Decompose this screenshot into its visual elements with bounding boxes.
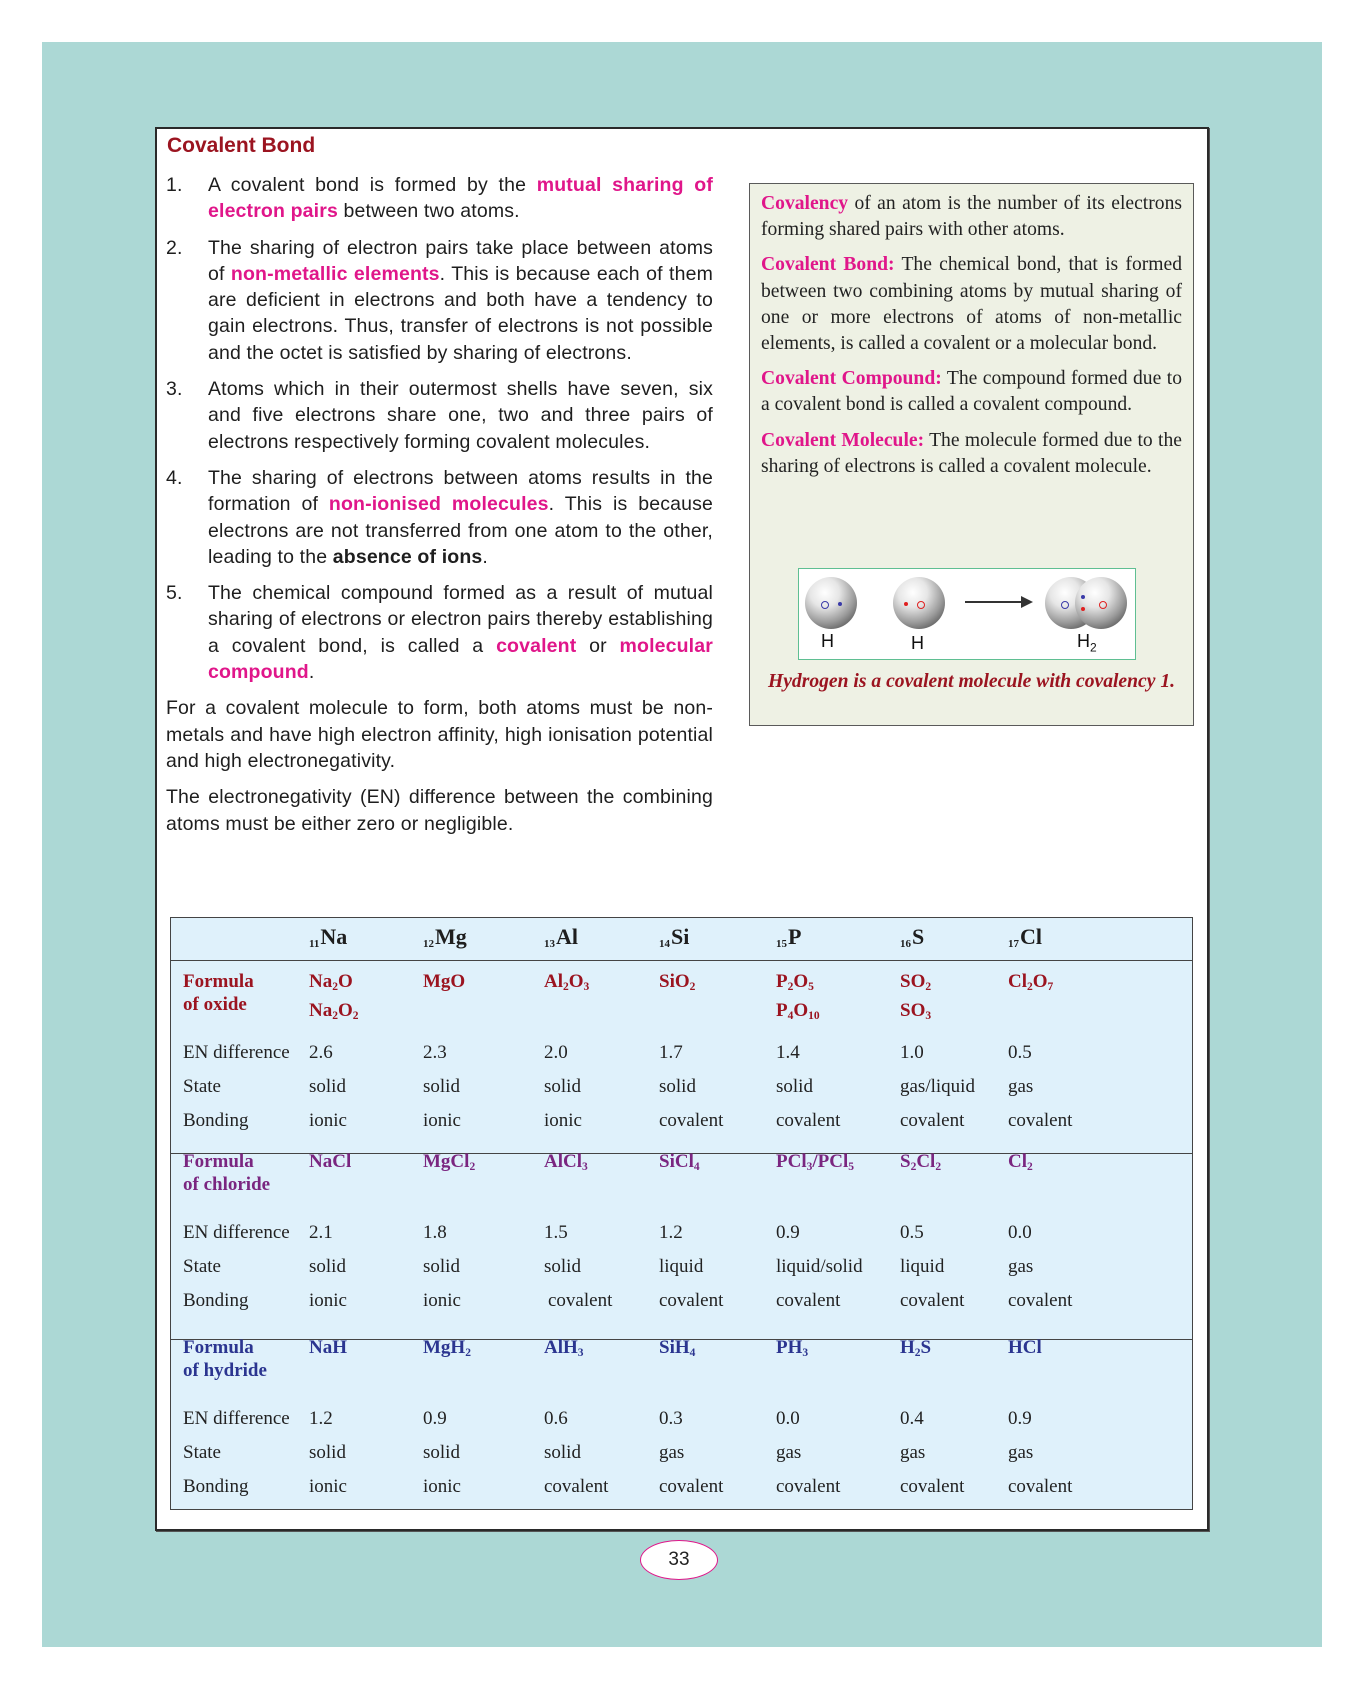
section-label-line1: Formula [183, 1151, 254, 1172]
paragraph: For a covalent molecule to form, both atoms must be non-metals and have high electron affinity, high ionisation potential and high electronegativity. [166, 697, 713, 772]
table-cell-state: solid [423, 1442, 460, 1463]
element-header [544, 924, 578, 950]
molecule-symbol: H [1077, 631, 1090, 651]
formula: $H_2S$ [900, 1337, 932, 1359]
formula: SiCl$_4$ [659, 1151, 700, 1173]
highlighted-term: mutual sharing of electron pairs [208, 174, 713, 223]
list-item [166, 235, 713, 366]
item-text: The chemical compound formed as a result of mutual sharing of electrons or electron pairs thereby establishing a covalent bond, is called a [208, 582, 713, 657]
table-cell-state: solid [659, 1076, 696, 1097]
table-cell-en: 0.9 [423, 1408, 447, 1429]
definition-term: Covalent Molecule: [761, 429, 925, 451]
definition-text: The chemical bond, that is formed between two combining atoms by mutual sharing of one or more electrons of atoms of non-metallic elements, is called a covalent or a molecular bond. [761, 254, 1183, 355]
table-cell-bonding: covalent [1008, 1476, 1073, 1497]
table-cell-en: 0.5 [900, 1222, 924, 1243]
table-cell-en: 2.1 [309, 1222, 333, 1243]
table-cell-en: 1.2 [309, 1408, 333, 1429]
table-cell-en: 0.9 [1008, 1408, 1032, 1429]
atomic-number: 13 [544, 938, 555, 950]
formula-cell [1008, 1336, 1042, 1359]
table-cell-en: 0.9 [776, 1222, 800, 1243]
row-label-bonding: Bonding [183, 1290, 249, 1311]
definitions-box [749, 183, 1194, 726]
table-cell-bonding: covalent [776, 1290, 841, 1311]
table-cell-bonding: covalent [900, 1476, 965, 1497]
highlighted-term: non-ionised molecules [328, 493, 549, 516]
row-label-en: EN difference [183, 1222, 290, 1243]
item-text: between two atoms. [337, 200, 520, 223]
table-cell-state: gas [776, 1442, 802, 1463]
element-symbol: Mg [435, 924, 467, 949]
electron-icon [1081, 595, 1085, 599]
table-cell-bonding: covalent [659, 1476, 724, 1497]
formula: NaCl [309, 1151, 352, 1172]
row-label-bonding: Bonding [183, 1476, 249, 1497]
formula: HCl [1008, 1337, 1042, 1358]
electron-icon [904, 602, 908, 606]
table-cell-state: liquid [659, 1256, 704, 1277]
table-cell-bonding: covalent [900, 1290, 965, 1311]
highlighted-term: non-metallic elements [230, 262, 440, 285]
atom-label-h1: H [821, 631, 834, 651]
formula-cell [776, 970, 820, 1028]
formula-cell [776, 1150, 854, 1179]
item-text: or [576, 634, 620, 657]
table-cell-bonding: covalent [548, 1290, 613, 1311]
atomic-number: 11 [309, 938, 320, 950]
molecule-subscript: 2 [1090, 640, 1097, 655]
table-cell-en: 0.0 [1008, 1222, 1032, 1243]
formula-cell [309, 1336, 347, 1359]
section-label-line2: of chloride [183, 1174, 271, 1195]
atomic-number: 14 [659, 938, 670, 950]
formula: MgO [423, 971, 466, 992]
highlighted-term: covalent [496, 634, 577, 657]
definition-text: of an atom is the number of its electrons forming shared pairs with other atoms. [761, 193, 1182, 241]
table-cell-en: 1.4 [776, 1042, 800, 1063]
table-cell-state: solid [544, 1442, 581, 1463]
formula-cell [544, 1336, 584, 1365]
atom-label-h2: H [911, 633, 924, 653]
table-cell-bonding: ionic [423, 1476, 461, 1497]
definition [761, 366, 1182, 418]
left-column [166, 172, 713, 847]
table-cell-bonding: covalent [776, 1476, 841, 1497]
element-header [1008, 924, 1042, 950]
definition-text: The molecule formed due to the sharing of electrons is called a covalent molecule. [761, 429, 1182, 477]
definition [761, 252, 1182, 357]
page-number: 33 [640, 1540, 718, 1580]
hydrogen-atom-icon [893, 577, 945, 629]
electron-icon [1081, 607, 1085, 611]
row-label-en: EN difference [183, 1408, 290, 1429]
formula: $S_2Cl_2$ [900, 1151, 942, 1173]
table-cell-bonding: covalent [659, 1110, 724, 1131]
item-number: 4. [166, 466, 183, 489]
element-symbol: Cl [1020, 924, 1042, 949]
formula-cell [900, 970, 931, 1028]
table-cell-bonding: ionic [309, 1110, 347, 1131]
atomic-number: 16 [900, 938, 911, 950]
table-cell-state: gas [659, 1442, 685, 1463]
item-text: The sharing of electrons between atoms results in the formation of [208, 466, 713, 516]
definition-text: The compound formed due to a covalent bond is called a covalent compound. [761, 368, 1182, 416]
formula: SiH$_4$ [659, 1337, 696, 1359]
formula-cell [423, 1336, 471, 1365]
table-cell-state: solid [309, 1256, 346, 1277]
table-cell-state: gas [900, 1442, 926, 1463]
definition-term: Covalency [761, 193, 849, 214]
formula: PCl$_3$/PCl$_5$ [776, 1151, 854, 1173]
atomic-number: 12 [423, 938, 434, 950]
item-text: . This is because each of them are deficient in electrons and both have a tendency to gain electrons. Thus, transfer of electrons is not possible and the octet is satisfied by sharing of electrons. [208, 262, 713, 364]
formula-cell [659, 970, 695, 999]
table-cell-en: 2.6 [309, 1042, 333, 1063]
formula-cell [423, 970, 465, 993]
formula-cell [423, 1150, 475, 1179]
formula: $Cl_2$ [1008, 1151, 1033, 1173]
formula: MgCl$_2$ [423, 1151, 476, 1173]
formula-cell [900, 1336, 931, 1365]
row-label-en: EN difference [183, 1042, 290, 1063]
definition-list [761, 191, 1182, 480]
table-cell-bonding: ionic [309, 1290, 347, 1311]
table-cell-en: 0.3 [659, 1408, 683, 1429]
element-symbol: Na [320, 924, 348, 949]
formula: AlH$_3$ [544, 1337, 584, 1359]
table-cell-state: solid [544, 1256, 581, 1277]
formula-cell [1008, 1150, 1033, 1179]
formula: $Na_2O$ [309, 971, 353, 993]
hydrogen-atom-icon [1075, 577, 1127, 629]
table-cell-state: solid [423, 1256, 460, 1277]
element-header [776, 924, 801, 950]
table-cell-bonding: ionic [309, 1476, 347, 1497]
table-cell-state: gas [1008, 1442, 1034, 1463]
table-cell-bonding: covalent [544, 1476, 609, 1497]
table-cell-state: gas/liquid [900, 1076, 975, 1097]
hydrogen-atom-icon [805, 577, 857, 629]
section-label-line1: Formula [183, 971, 254, 992]
formula: $PH_3$ [776, 1337, 809, 1359]
section-label-line2: of hydride [183, 1360, 267, 1381]
item-text: . This is because electrons are not transferred from one atom to the other, leading to the [208, 493, 713, 568]
table-cell-state: gas [1008, 1256, 1034, 1277]
element-symbol: S [912, 924, 925, 949]
table-cell-state: liquid [900, 1256, 945, 1277]
formula-cell [659, 1150, 700, 1179]
table-cell-bonding: covalent [1008, 1290, 1073, 1311]
element-header [309, 924, 347, 950]
paragraphs [166, 695, 713, 836]
atomic-number: 17 [1008, 938, 1019, 950]
table-cell-bonding: covalent [776, 1110, 841, 1131]
table-cell-en: 0.5 [1008, 1042, 1032, 1063]
table-cell-en: 1.8 [423, 1222, 447, 1243]
electron-icon [838, 602, 842, 606]
section-label-line1: Formula [183, 1337, 254, 1358]
element-symbol: P [788, 924, 802, 949]
list-item [166, 376, 713, 455]
list-item [166, 465, 713, 570]
row-label-bonding: Bonding [183, 1110, 249, 1131]
formula: SiO$_2$ [659, 971, 696, 993]
atomic-number: 15 [776, 938, 787, 950]
item-number: 3. [166, 378, 183, 401]
formula-cell [1008, 970, 1053, 999]
element-symbol: Si [671, 924, 690, 949]
table-cell-state: solid [423, 1076, 460, 1097]
table-cell-bonding: covalent [900, 1110, 965, 1131]
item-text: . [482, 545, 488, 568]
table-cell-state: liquid/solid [776, 1256, 863, 1277]
item-text: The sharing of electron pairs take place between atoms of [208, 236, 713, 285]
comparison-table [170, 917, 1193, 1510]
element-header [900, 924, 924, 950]
element-symbol: Al [556, 924, 578, 949]
table-cell-state: solid [309, 1076, 346, 1097]
table-cell-bonding: covalent [659, 1290, 724, 1311]
table-cell-state: gas [1008, 1076, 1034, 1097]
row-label-state: State [183, 1076, 221, 1097]
item-text: . [308, 661, 315, 684]
table-cell-en: 0.4 [900, 1408, 924, 1429]
arrow-right-icon [965, 601, 1031, 603]
item-number: 2. [166, 236, 183, 259]
bold-term: absence of ions [332, 545, 483, 568]
list-item [166, 172, 713, 225]
formula: $Cl_2O_7$ [1008, 971, 1054, 993]
table-cell-en: 0.0 [776, 1408, 800, 1429]
electron-icon [1099, 601, 1107, 609]
table-cell-en: 1.5 [544, 1222, 568, 1243]
formula: $Al_2O_3$ [544, 971, 590, 993]
formula: $SO_2$ [900, 971, 932, 993]
section-heading: Covalent Bond [167, 134, 316, 157]
table-cell-state: solid [544, 1076, 581, 1097]
table-cell-state: solid [309, 1442, 346, 1463]
formula-cell [776, 1336, 808, 1365]
paragraph: The electronegativity (EN) difference between the combining atoms must be either zero or negligible. [166, 786, 713, 835]
section-label-line2: of oxide [183, 994, 247, 1015]
element-header [659, 924, 689, 950]
formula: $SO_3$ [900, 1000, 932, 1022]
table-cell-en: 2.0 [544, 1042, 568, 1063]
section-label [183, 1150, 270, 1196]
row-label-state: State [183, 1256, 221, 1277]
formula: $P_4O_{10}$ [776, 1000, 820, 1022]
table-cell-bonding: covalent [1008, 1110, 1073, 1131]
item-number: 5. [166, 582, 183, 605]
element-header [423, 924, 467, 950]
electron-icon [917, 601, 925, 609]
table-cell-state: solid [776, 1076, 813, 1097]
definition-term: Covalent Bond: [761, 254, 895, 276]
section-label [183, 1336, 267, 1382]
electron-icon [1061, 601, 1069, 609]
numbered-points [166, 172, 713, 685]
formula: AlCl$_3$ [544, 1151, 588, 1173]
header-divider [171, 960, 1192, 961]
diagram-caption: Hydrogen is a covalent molecule with covalency 1. [767, 671, 1176, 692]
formula-cell [309, 1150, 351, 1173]
formula: $Na_2O_2$ [309, 1000, 359, 1022]
definition [761, 428, 1182, 480]
highlighted-term: molecular compound [208, 634, 713, 684]
definition [761, 191, 1182, 243]
item-number: 1. [166, 174, 183, 196]
formula: NaH [309, 1337, 347, 1358]
table-cell-bonding: ionic [544, 1110, 582, 1131]
formula: $P_2O_5$ [776, 971, 814, 993]
formula-cell [544, 1150, 588, 1179]
table-cell-en: 2.3 [423, 1042, 447, 1063]
table-cell-en: 0.6 [544, 1408, 568, 1429]
table-cell-en: 1.0 [900, 1042, 924, 1063]
item-text: A covalent bond is formed by the [208, 174, 537, 196]
item-text: Atoms which in their outermost shells have seven, six and five electrons share one, two and three pairs of electrons respectively forming covalent molecules. [208, 378, 713, 453]
electron-icon [821, 601, 829, 609]
definition-term: Covalent Compound: [761, 368, 942, 390]
table-cell-en: 1.7 [659, 1042, 683, 1063]
list-item [166, 580, 713, 685]
row-label-state: State [183, 1442, 221, 1463]
table-cell-bonding: ionic [423, 1290, 461, 1311]
table-cell-en: 1.2 [659, 1222, 683, 1243]
formula-cell [900, 1150, 941, 1179]
table-cell-bonding: ionic [423, 1110, 461, 1131]
molecule-label-h2 [1077, 631, 1097, 655]
section-label [183, 970, 254, 1016]
formula-cell [309, 970, 359, 1028]
formula-cell [544, 970, 589, 999]
hydrogen-molecule-diagram [798, 568, 1136, 660]
formula-cell [659, 1336, 695, 1365]
formula: MgH$_2$ [423, 1337, 471, 1359]
